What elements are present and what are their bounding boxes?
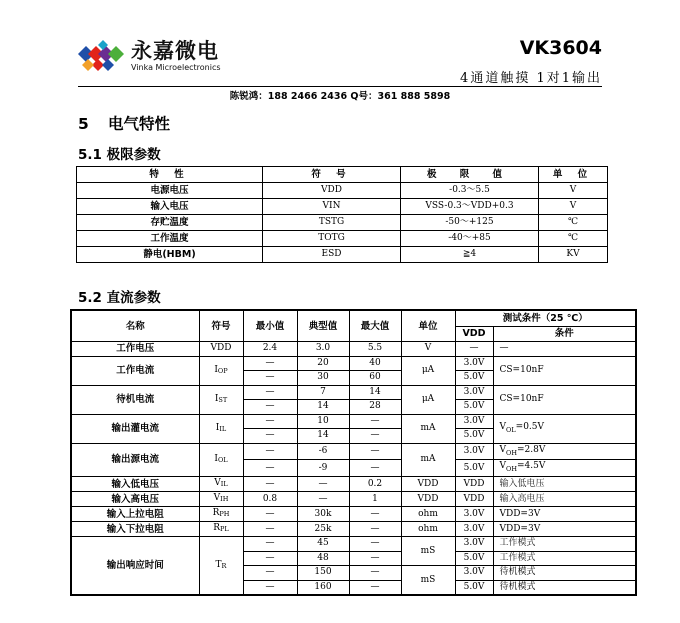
test-condition: 待机模式 [493, 580, 636, 595]
param-name: 输入上拉电阻 [71, 507, 199, 522]
vinka-logo-icon [78, 37, 126, 75]
param-name: 电源电压 [77, 183, 263, 199]
typ-value: 25k [297, 522, 349, 537]
test-condition: 工作模式 [493, 537, 636, 552]
symbol-sub: IL [220, 480, 228, 489]
param-symbol [199, 477, 243, 492]
min-value: — [243, 400, 297, 415]
table-row [77, 215, 608, 231]
param-value: ≧4 [401, 247, 539, 263]
param-name: 静电(HBM) [77, 247, 263, 263]
min-value: — [243, 429, 297, 444]
test-vdd: 5.0V [455, 460, 493, 477]
unit: VDD [401, 477, 455, 492]
max-value: — [349, 522, 401, 537]
param-symbol [199, 385, 243, 414]
test-condition [493, 443, 636, 460]
test-condition: 输入高电压 [493, 492, 636, 507]
table-row [71, 522, 636, 537]
param-symbol: ESD [263, 247, 401, 263]
typ-value: 30k [297, 507, 349, 522]
min-value: — [243, 477, 297, 492]
unit: ohm [401, 522, 455, 537]
unit: μA [401, 356, 455, 385]
cond-value: =4.5V [517, 461, 546, 472]
table-row [71, 356, 636, 371]
param-unit: KV [539, 247, 608, 263]
param-name: 输出灌电流 [71, 414, 199, 443]
min-value: 2.4 [243, 342, 297, 357]
test-vdd: 3.0V [455, 522, 493, 537]
column-header: 典型值 [297, 310, 349, 342]
param-name: 输出响应时间 [71, 537, 199, 596]
param-symbol [199, 522, 243, 537]
header-divider [78, 86, 602, 87]
symbol-base: R [212, 508, 220, 519]
max-value: 40 [349, 356, 401, 371]
unit: V [401, 342, 455, 357]
test-vdd: VDD [455, 477, 493, 492]
max-value: — [349, 537, 401, 552]
brand-name-en: Vinka Microelectronics [131, 63, 221, 72]
test-vdd: 3.0V [455, 507, 493, 522]
test-vdd: 3.0V [455, 356, 493, 371]
min-value: — [243, 414, 297, 429]
param-name: 输入高电压 [71, 492, 199, 507]
max-value: 1 [349, 492, 401, 507]
symbol-sub: IL [219, 424, 227, 433]
param-value: -0.3～5.5 [401, 183, 539, 199]
column-header: 特 性 [77, 167, 263, 183]
symbol-base: V [214, 478, 221, 489]
unit: mA [401, 443, 455, 477]
typ-value: 45 [297, 537, 349, 552]
typ-value: 14 [297, 429, 349, 444]
param-symbol: TOTG [263, 231, 401, 247]
test-condition: 待机模式 [493, 566, 636, 581]
min-value: — [243, 371, 297, 386]
cond-base: V [499, 421, 506, 432]
test-vdd: 5.0V [455, 371, 493, 386]
param-symbol: TSTG [263, 215, 401, 231]
max-value: — [349, 566, 401, 581]
min-value: — [243, 356, 297, 371]
unit: mS [401, 566, 455, 596]
max-value: 28 [349, 400, 401, 415]
section-title: 电气特性 [108, 115, 171, 133]
column-header: 单 位 [539, 167, 608, 183]
param-symbol [199, 414, 243, 443]
table-row [71, 385, 636, 400]
min-value: — [243, 551, 297, 566]
param-value: VSS-0.3～VDD+0.3 [401, 199, 539, 215]
test-condition: — [493, 342, 636, 357]
table-row [71, 507, 636, 522]
symbol-sub: OP [217, 366, 228, 375]
max-value: — [349, 460, 401, 477]
column-header: 最大值 [349, 310, 401, 342]
symbol-base: I [215, 422, 220, 433]
min-value: — [243, 443, 297, 460]
table-row [71, 492, 636, 507]
test-condition [493, 460, 636, 477]
table-header-row [77, 167, 608, 183]
param-symbol: VDD [263, 183, 401, 199]
test-vdd: 3.0V [455, 414, 493, 429]
param-unit: ℃ [539, 231, 608, 247]
test-vdd: — [455, 342, 493, 357]
unit: mS [401, 537, 455, 566]
typ-value: 150 [297, 566, 349, 581]
max-value: — [349, 551, 401, 566]
param-symbol [199, 492, 243, 507]
symbol-sub: IH [220, 495, 229, 504]
brand-name-cn: 永嘉微电 [131, 39, 219, 63]
param-name: 输入电压 [77, 199, 263, 215]
test-vdd: 3.0V [455, 537, 493, 552]
param-unit: V [539, 199, 608, 215]
min-value: — [243, 460, 297, 477]
test-condition: VDD=3V [493, 522, 636, 537]
min-value: — [243, 385, 297, 400]
table-row [77, 247, 608, 263]
column-header: 符号 [199, 310, 243, 342]
min-value: — [243, 522, 297, 537]
min-value: 0.8 [243, 492, 297, 507]
symbol-base: T [215, 559, 222, 570]
test-vdd: VDD [455, 492, 493, 507]
min-value: — [243, 537, 297, 552]
symbol-base: V [213, 493, 221, 504]
column-header: VDD [455, 326, 493, 341]
typ-value: -9 [297, 460, 349, 477]
table-header-row [71, 310, 636, 326]
typ-value: 30 [297, 371, 349, 386]
column-header: 测试条件（25 ℃） [455, 310, 636, 326]
symbol-sub: PL [220, 525, 229, 534]
column-header: 最小值 [243, 310, 297, 342]
unit: VDD [401, 492, 455, 507]
test-vdd: 5.0V [455, 400, 493, 415]
param-symbol: VIN [263, 199, 401, 215]
typ-value: 48 [297, 551, 349, 566]
typ-value: 3.0 [297, 342, 349, 357]
max-value: — [349, 414, 401, 429]
min-value: — [243, 580, 297, 595]
table-row [71, 477, 636, 492]
typ-value: 10 [297, 414, 349, 429]
max-value: — [349, 429, 401, 444]
test-vdd: 3.0V [455, 385, 493, 400]
param-name: 待机电流 [71, 385, 199, 414]
table-row [77, 199, 608, 215]
unit: mA [401, 414, 455, 443]
test-vdd: 3.0V [455, 443, 493, 460]
max-value: 0.2 [349, 477, 401, 492]
table-row [71, 342, 636, 357]
cond-sub: OH [506, 465, 517, 474]
test-vdd: 3.0V [455, 566, 493, 581]
typ-value: -6 [297, 443, 349, 460]
test-condition: CS=10nF [493, 385, 636, 414]
param-name: 输出源电流 [71, 443, 199, 477]
table-row [71, 414, 636, 429]
typ-value: — [297, 492, 349, 507]
table-row [71, 537, 636, 552]
test-condition [493, 414, 636, 443]
part-number: VK3604 [519, 37, 602, 59]
column-header: 符 号 [263, 167, 401, 183]
max-value: — [349, 507, 401, 522]
symbol-sub: OL [217, 455, 228, 464]
max-value: — [349, 580, 401, 595]
table-row [77, 231, 608, 247]
document-subtitle: 4通道触摸 1对1输出 [460, 71, 602, 86]
section-number: 5 [78, 115, 89, 133]
test-condition: VDD=3V [493, 507, 636, 522]
column-header: 条件 [493, 326, 636, 341]
cond-sub: OH [506, 448, 517, 457]
cond-value: =0.5V [515, 421, 545, 432]
param-symbol: VDD [199, 342, 243, 357]
typ-value: — [297, 477, 349, 492]
param-name: 输入下拉电阻 [71, 522, 199, 537]
typ-value: 20 [297, 356, 349, 371]
table-row [71, 443, 636, 460]
min-value: — [243, 566, 297, 581]
cond-base: V [499, 461, 506, 472]
cond-base: V [499, 444, 506, 455]
typ-value: 160 [297, 580, 349, 595]
max-value: 60 [349, 371, 401, 386]
typ-value: 14 [297, 400, 349, 415]
column-header: 极 限 值 [401, 167, 539, 183]
contact-line: 陈锐鸿：188 2466 2436 Q号：361 888 5898 [229, 91, 451, 102]
symbol-sub: PH [219, 510, 230, 519]
param-name: 输入低电压 [71, 477, 199, 492]
unit: ohm [401, 507, 455, 522]
limits-heading: 5.1 极限参数 [78, 147, 161, 163]
max-value: — [349, 443, 401, 460]
param-value: -50～+125 [401, 215, 539, 231]
test-vdd: 5.0V [455, 429, 493, 444]
test-vdd: 5.0V [455, 580, 493, 595]
cond-value: =2.8V [517, 444, 546, 455]
table-row [77, 183, 608, 199]
unit: μA [401, 385, 455, 414]
min-value: — [243, 507, 297, 522]
param-value: -40～+85 [401, 231, 539, 247]
param-unit: V [539, 183, 608, 199]
symbol-base: I [214, 364, 218, 375]
param-symbol [199, 443, 243, 477]
dc-table [70, 309, 637, 596]
section-heading [78, 112, 170, 134]
dc-heading: 5.2 直流参数 [78, 290, 161, 306]
column-header: 名称 [71, 310, 199, 342]
symbol-base: I [214, 453, 218, 464]
max-value: 14 [349, 385, 401, 400]
limits-table [76, 166, 608, 263]
param-symbol [199, 507, 243, 522]
test-vdd: 5.0V [455, 551, 493, 566]
test-condition: CS=10nF [493, 356, 636, 385]
symbol-sub: ST [218, 395, 228, 404]
test-condition: 工作模式 [493, 551, 636, 566]
symbol-base: R [213, 523, 221, 534]
typ-value: 7 [297, 385, 349, 400]
max-value: 5.5 [349, 342, 401, 357]
symbol-base: I [214, 393, 219, 404]
test-condition: 输入低电压 [493, 477, 636, 492]
cond-sub: OL [506, 425, 516, 434]
param-name: 工作电压 [71, 342, 199, 357]
param-symbol [199, 537, 243, 596]
symbol-sub: R [221, 561, 227, 570]
param-name: 存贮温度 [77, 215, 263, 231]
param-symbol [199, 356, 243, 385]
column-header: 单位 [401, 310, 455, 342]
param-name: 工作电流 [71, 356, 199, 385]
param-name: 工作温度 [77, 231, 263, 247]
param-unit: ℃ [539, 215, 608, 231]
